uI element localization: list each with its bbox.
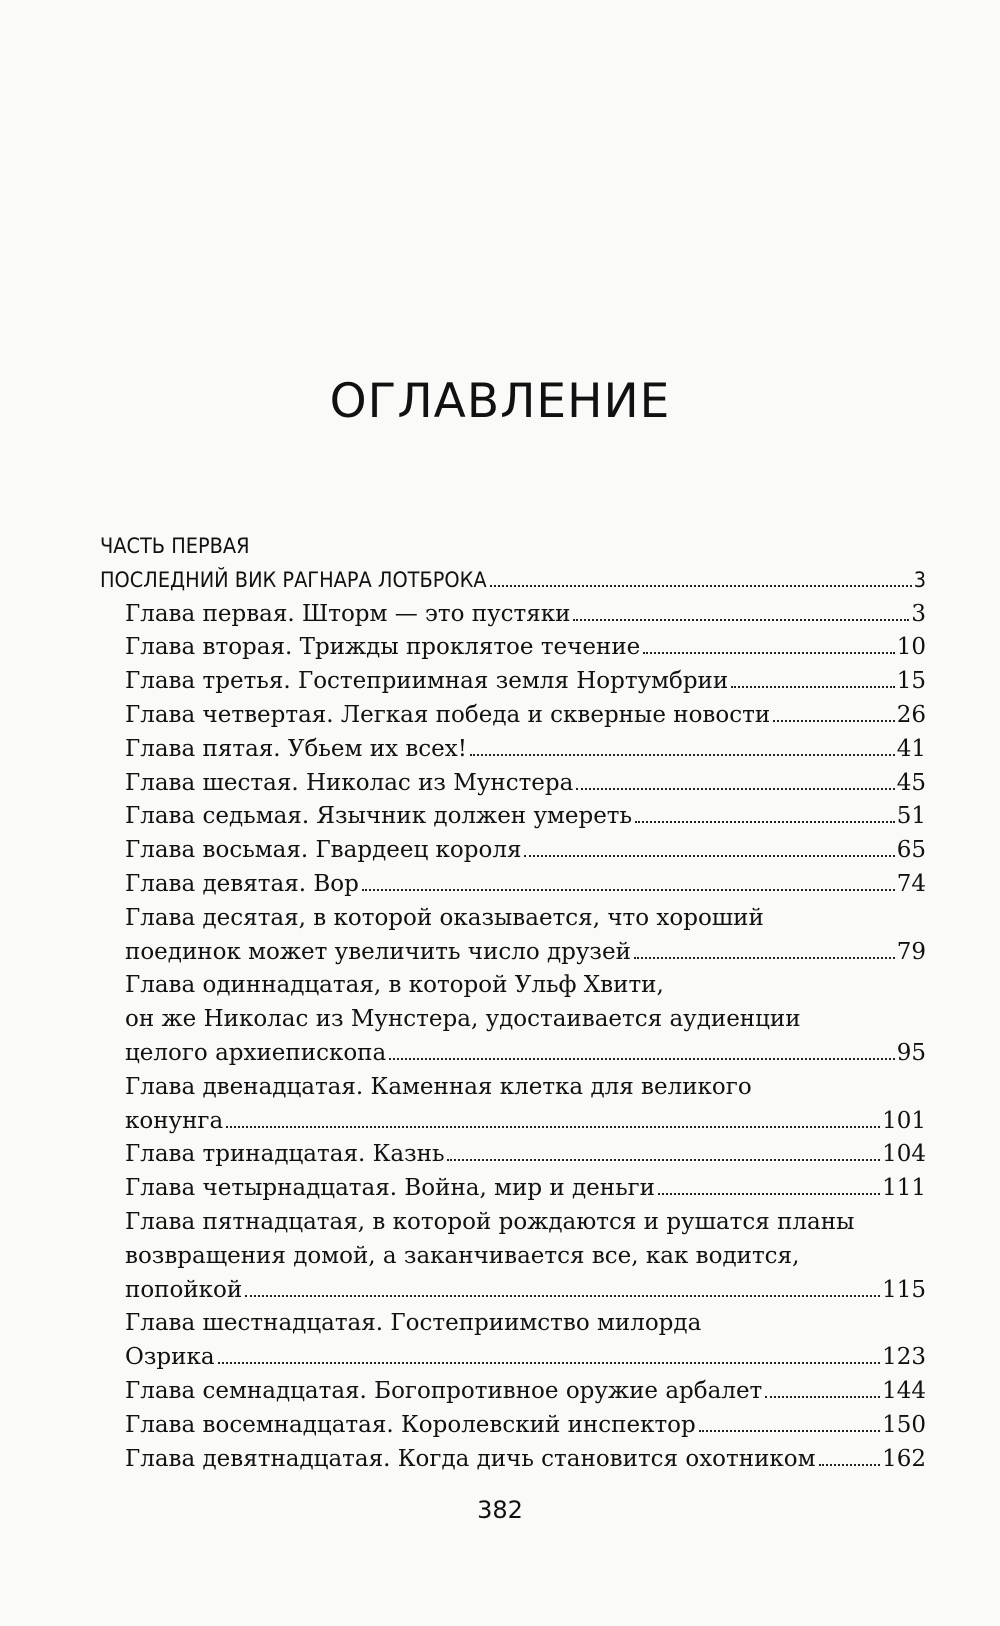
- chapter-title: Глава первая. Шторм — это пустяки: [125, 600, 571, 627]
- toc-entry-line[interactable]: [100, 631, 926, 665]
- part-label: [100, 530, 926, 564]
- dot-leader: [576, 788, 894, 790]
- chapter-page-number: 111: [882, 1175, 926, 1202]
- toc-entry-line[interactable]: [100, 767, 926, 801]
- chapter-title: Глава девятнадцатая. Когда дичь становится охотником: [125, 1445, 816, 1472]
- chapter-page-number: 104: [882, 1141, 926, 1168]
- chapter-title: Глава шестнадцатая. Гостеприимство милорда: [125, 1310, 702, 1337]
- dot-leader: [447, 1159, 880, 1161]
- dot-leader: [218, 1362, 881, 1364]
- toc-entry-line[interactable]: [100, 665, 926, 699]
- dot-leader: [524, 855, 894, 857]
- chapter-page-number: 51: [896, 803, 926, 830]
- chapter-page-number: 3: [911, 600, 926, 627]
- toc-entry-line[interactable]: [100, 1443, 926, 1477]
- chapter-title: Глава седьмая. Язычник должен умереть: [125, 803, 633, 830]
- toc-entry-line[interactable]: [100, 1409, 926, 1443]
- dot-leader: [470, 754, 895, 756]
- chapter-title: Глава восьмая. Гвардеец короля: [125, 837, 522, 864]
- dot-leader: [658, 1193, 880, 1195]
- chapter-page-number: 150: [882, 1411, 926, 1438]
- chapter-title: Глава одиннадцатая, в которой Ульф Хвити,: [125, 972, 664, 999]
- chapter-title: Глава пятнадцатая, в которой рождаются и рушатся планы: [125, 1208, 855, 1235]
- dot-leader: [773, 720, 895, 722]
- toc-entry-line[interactable]: [100, 1240, 926, 1274]
- chapter-page-number: 74: [896, 870, 926, 897]
- toc-entry-line[interactable]: [100, 1071, 926, 1105]
- dot-leader: [634, 957, 895, 959]
- toc-entry-line[interactable]: [100, 1105, 926, 1139]
- toc-entry-line[interactable]: [100, 1003, 926, 1037]
- chapter-page-number: 26: [896, 701, 926, 728]
- toc-entry-line[interactable]: [100, 1206, 926, 1240]
- part-entry[interactable]: [100, 564, 926, 598]
- toc-entry-line[interactable]: [100, 800, 926, 834]
- chapter-title: Глава тринадцатая. Казнь: [125, 1141, 445, 1168]
- chapter-page-number: 123: [882, 1344, 926, 1371]
- dot-leader: [765, 1396, 880, 1398]
- toc-entry-line[interactable]: [100, 733, 926, 767]
- chapter-title: Глава шестая. Николас из Мунстера: [125, 769, 574, 796]
- chapter-title: конунга: [125, 1107, 224, 1134]
- chapter-page-number: 65: [896, 837, 926, 864]
- toc-entry-line[interactable]: [100, 1375, 926, 1409]
- chapter-title: возвращения домой, а заканчивается все, как водится,: [125, 1242, 800, 1269]
- chapter-page-number: 10: [896, 634, 926, 661]
- toc-entry-line[interactable]: [100, 699, 926, 733]
- dot-leader: [490, 585, 912, 587]
- part-page-number: 3: [913, 567, 926, 593]
- chapter-title: целого архиепископа: [125, 1039, 387, 1066]
- part-label-text: ЧАСТЬ ПЕРВАЯ: [100, 534, 250, 559]
- toc-entry-line[interactable]: [100, 902, 926, 936]
- chapter-title: Глава четвертая. Легкая победа и скверные новости: [125, 701, 771, 728]
- toc-entry-line[interactable]: [100, 969, 926, 1003]
- chapter-title: Озрика: [125, 1344, 215, 1371]
- chapter-title: он же Николас из Мунстера, удостаивается аудиенции: [125, 1006, 801, 1033]
- chapter-page-number: 15: [896, 668, 926, 695]
- dot-leader: [819, 1464, 881, 1466]
- dot-leader: [699, 1430, 880, 1432]
- chapter-title: Глава девятая. Вор: [125, 870, 359, 897]
- chapter-page-number: 79: [896, 938, 926, 965]
- chapter-title: Глава пятая. Убьем их всех!: [125, 735, 468, 762]
- toc-entry-line[interactable]: [100, 1307, 926, 1341]
- chapter-title: Глава четырнадцатая. Война, мир и деньги: [125, 1175, 656, 1202]
- chapter-page-number: 95: [896, 1039, 926, 1066]
- chapter-title: Глава восемнадцатая. Королевский инспектор: [125, 1411, 696, 1438]
- chapter-page-number: 41: [896, 735, 926, 762]
- chapter-title: Глава третья. Гостеприимная земля Нортумбрии: [125, 668, 729, 695]
- dot-leader: [731, 686, 895, 688]
- toc-entry-line[interactable]: [100, 1341, 926, 1375]
- dot-leader: [573, 619, 909, 621]
- toc-entry-line[interactable]: [100, 1172, 926, 1206]
- chapter-title: попойкой: [125, 1276, 243, 1303]
- dot-leader: [635, 821, 895, 823]
- chapter-page-number: 162: [882, 1445, 926, 1472]
- toc-entry-line[interactable]: [100, 834, 926, 868]
- chapter-title: Глава семнадцатая. Богопротивное оружие арбалет: [125, 1377, 763, 1404]
- dot-leader: [226, 1126, 880, 1128]
- dot-leader: [245, 1295, 880, 1297]
- chapter-title: поединок может увеличить число друзей: [125, 938, 631, 965]
- toc-entry-line[interactable]: [100, 1138, 926, 1172]
- chapter-title: Глава десятая, в которой оказывается, что хороший: [125, 904, 764, 931]
- page-title: ОГЛАВЛЕНИЕ: [329, 374, 671, 429]
- chapter-page-number: 115: [882, 1276, 926, 1303]
- chapter-title: Глава вторая. Трижды проклятое течение: [125, 634, 641, 661]
- toc-entry-line[interactable]: [100, 598, 926, 632]
- dot-leader: [389, 1058, 894, 1060]
- chapter-page-number: 101: [882, 1107, 926, 1134]
- part-name: ПОСЛЕДНИЙ ВИК РАГНАРА ЛОТБРОКА: [100, 567, 487, 593]
- toc-entry-line[interactable]: [100, 1037, 926, 1071]
- table-of-contents: [100, 530, 926, 1476]
- chapter-page-number: 45: [896, 769, 926, 796]
- dot-leader: [643, 652, 894, 654]
- chapter-page-number: 144: [882, 1377, 926, 1404]
- toc-entry-line[interactable]: [100, 936, 926, 970]
- dot-leader: [362, 889, 895, 891]
- chapter-title: Глава двенадцатая. Каменная клетка для великого: [125, 1073, 752, 1100]
- toc-entry-line[interactable]: [100, 868, 926, 902]
- toc-entry-line[interactable]: [100, 1274, 926, 1308]
- page-number: 382: [477, 1496, 523, 1524]
